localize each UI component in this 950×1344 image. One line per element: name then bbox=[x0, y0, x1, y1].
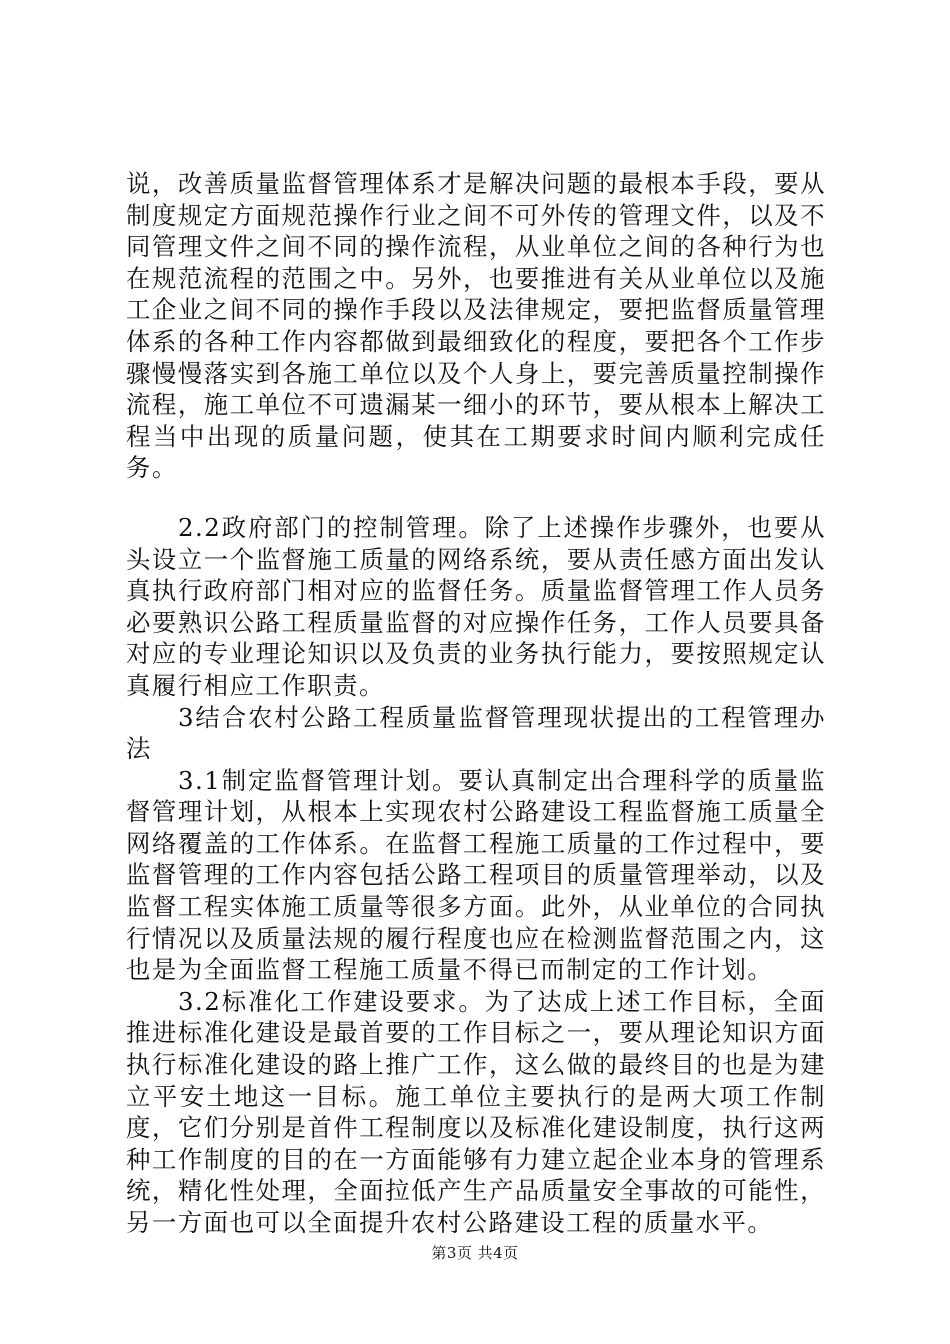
paragraph-continuation: 说，改善质量监督管理体系才是解决问题的最根本手段，要从制度规定方面规范操作行业之间不可外传的管理文件，以及不同管理文件之间不同的操作流程，从业单位之间的各种行为也在规范流程的范围之中。另外，也要推进有关从业单位以及施工企业之间不同的操作手段以及法律规定，要把监督质量管理体系的各种工作内容都做到最细致化的程度，要把各个工作步骤慢慢落实到各施工单位以及个人身上，要完善质量控制操作流程，施工单位不可遗漏某一细小的环节，要从根本上解决工程当中出现的质量问题，使其在工期要求时间内顺利完成任务。 bbox=[126, 169, 826, 483]
document-body bbox=[126, 168, 826, 1239]
paragraph-spacer bbox=[126, 484, 826, 512]
section-heading-3: 3结合农村公路工程质量监督管理现状提出的工程管理办法 bbox=[126, 702, 826, 764]
page-number-footer: 第3页 共4页 bbox=[431, 1244, 519, 1262]
paragraph-3-2: 3.2标准化工作建设要求。为了达成上述工作目标，全面推进标准化建设是最首要的工作目标之一，要从理论知识方面执行标准化建设的路上推广工作，这么做的最终目的也是为建立平安土地这一目标。施工单位主要执行的是两大项工作制度，它们分别是首件工程制度以及标准化建设制度，执行这两种工作制度的目的在一方面能够有力建立起企业本身的管理系统，精化性处理，全面拉低产生产品质量安全事故的可能性，另一方面也可以全面提升农村公路建设工程的质量水平。 bbox=[126, 986, 826, 1237]
paragraph-3-1: 3.1制定监督管理计划。要认真制定出合理科学的质量监督管理计划，从根本上实现农村公路建设工程监督施工质量全网络覆盖的工作体系。在监督工程施工质量的工作过程中，要监督管理的工作内容包括公路工程项目的质量管理举动，以及监督工程实体施工质量等很多方面。此外，从业单位的合同执行情况以及质量法规的履行程度也应在检测监督范围之内，这也是为全面监督工程施工质量不得已而制定的工作计划。 bbox=[126, 765, 826, 985]
paragraph-2-2: 2.2政府部门的控制管理。除了上述操作步骤外，也要从头设立一个监督施工质量的网络系统，要从责任感方面出发认真执行政府部门相对应的监督任务。质量监督管理工作人员务必要熟识公路工程质量监督的对应操作任务，工作人员要具备对应的专业理论知识以及负责的业务执行能力，要按照规定认真履行相应工作职责。 bbox=[126, 512, 826, 700]
